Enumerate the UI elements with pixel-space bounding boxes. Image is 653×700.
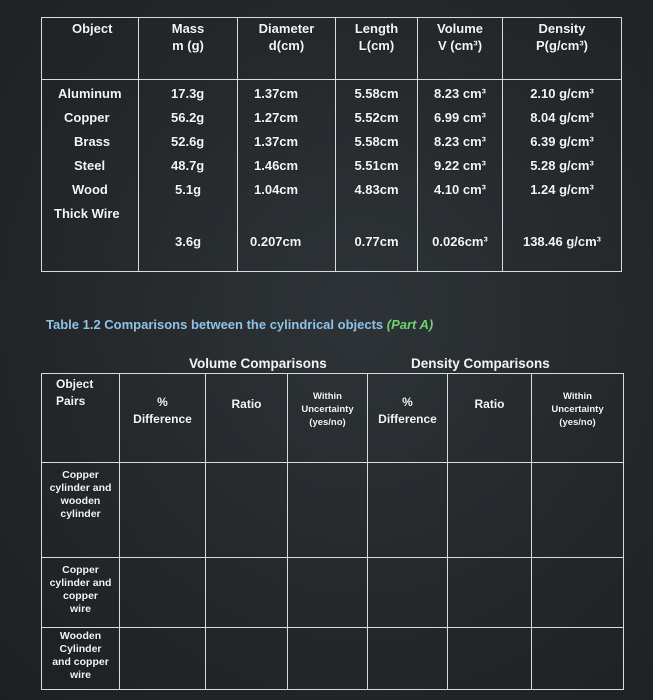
mass-value: 52.6g	[171, 134, 205, 149]
pct-symbol: %	[157, 395, 168, 409]
header-mass-title: Mass	[171, 21, 205, 36]
empty-cell[interactable]	[288, 628, 368, 690]
diameter-value: 1.04cm	[254, 182, 299, 197]
header-length-title: Length	[354, 21, 399, 36]
volume-ratio-header: Ratio	[206, 374, 288, 463]
measurements-table	[41, 17, 622, 272]
mass-value: 3.6g	[175, 234, 202, 249]
density-column	[503, 80, 622, 272]
diameter-value: 1.27cm	[254, 110, 299, 125]
object-name: Copper	[64, 110, 110, 125]
header-length	[336, 18, 418, 80]
density-value: 138.46 g/cm³	[522, 234, 602, 249]
pair-line: cylinder and	[49, 577, 112, 589]
empty-cell[interactable]	[448, 628, 532, 690]
object-name: Wood	[72, 182, 108, 197]
density-pct-difference-header	[368, 374, 448, 463]
pair-label	[42, 463, 120, 558]
density-comparisons-title: Density Comparisons	[411, 356, 550, 371]
header-volume	[418, 18, 503, 80]
diameter-value: 1.37cm	[254, 86, 299, 101]
pct-symbol: %	[402, 395, 413, 409]
caption-text: Table 1.2 Comparisons between the cylindrical objects	[46, 317, 387, 332]
length-column	[336, 80, 418, 272]
empty-cell[interactable]	[288, 463, 368, 558]
pair-line: Wooden	[59, 630, 102, 642]
volume-comparisons-title: Volume Comparisons	[189, 356, 327, 371]
mass-column	[139, 80, 238, 272]
pair-line: and copper	[52, 656, 109, 668]
within-line: Uncertainty	[301, 404, 354, 415]
pair-label	[42, 558, 120, 628]
header-object-pairs-line: Pairs	[56, 394, 86, 408]
density-value: 1.24 g/cm³	[530, 182, 594, 197]
within-line: Within	[563, 391, 592, 402]
volume-value: 0.026cm³	[432, 234, 488, 249]
empty-cell[interactable]	[206, 463, 288, 558]
density-value: 8.04 g/cm³	[530, 110, 594, 125]
difference-label: Difference	[378, 412, 437, 426]
pair-line: cylinder	[60, 508, 101, 520]
header-object: Object	[42, 18, 139, 80]
volume-within-uncertainty-header	[288, 374, 368, 463]
mass-value: 5.1g	[175, 182, 202, 197]
empty-cell[interactable]	[120, 463, 206, 558]
header-length-unit: L(cm)	[358, 38, 395, 53]
diameter-value: 1.37cm	[254, 134, 299, 149]
density-within-uncertainty-header	[532, 374, 624, 463]
header-object-pairs-line: Object	[56, 377, 94, 391]
mass-value: 17.3g	[171, 86, 205, 101]
table-caption	[46, 317, 433, 332]
measurements-body-row	[42, 80, 622, 272]
volume-value: 9.22 cm³	[433, 158, 487, 173]
measurements-header-row	[42, 18, 622, 80]
empty-cell[interactable]	[206, 558, 288, 628]
comparison-row	[42, 558, 624, 628]
object-name: Thick Wire	[54, 206, 120, 221]
empty-cell[interactable]	[120, 628, 206, 690]
header-mass	[139, 18, 238, 80]
volume-value: 8.23 cm³	[433, 134, 487, 149]
density-ratio-header: Ratio	[448, 374, 532, 463]
pair-line: wire	[69, 603, 91, 615]
volume-value: 4.10 cm³	[433, 182, 487, 197]
pair-line: Copper	[62, 469, 99, 481]
volume-value: 6.99 cm³	[433, 110, 487, 125]
comparisons-table	[41, 373, 624, 690]
empty-cell[interactable]	[368, 628, 448, 690]
object-name: Brass	[74, 134, 111, 149]
density-value: 2.10 g/cm³	[530, 86, 594, 101]
difference-label: Difference	[133, 412, 192, 426]
diameter-value: 1.46cm	[254, 158, 299, 173]
length-value: 5.58cm	[354, 86, 399, 101]
density-value: 6.39 g/cm³	[530, 134, 594, 149]
header-object-pairs	[42, 374, 120, 463]
length-value: 0.77cm	[354, 234, 399, 249]
volume-value: 8.23 cm³	[433, 86, 487, 101]
empty-cell[interactable]	[368, 558, 448, 628]
header-diameter	[238, 18, 336, 80]
diameter-column	[238, 80, 336, 272]
object-name: Steel	[74, 158, 106, 173]
length-value: 5.52cm	[354, 110, 399, 125]
empty-cell[interactable]	[288, 558, 368, 628]
header-density-title: Density	[538, 21, 586, 36]
empty-cell[interactable]	[448, 463, 532, 558]
diameter-value: 0.207cm	[250, 234, 302, 249]
empty-cell[interactable]	[532, 463, 624, 558]
within-line: (yes/no)	[559, 417, 596, 428]
empty-cell[interactable]	[368, 463, 448, 558]
header-volume-title: Volume	[437, 21, 483, 36]
header-mass-unit: m (g)	[172, 38, 204, 53]
empty-cell[interactable]	[532, 628, 624, 690]
density-value: 5.28 g/cm³	[530, 158, 594, 173]
comparison-row	[42, 463, 624, 558]
caption-part-label: (Part A)	[386, 317, 434, 332]
header-volume-unit: V (cm³)	[437, 38, 483, 53]
within-line: Uncertainty	[551, 404, 604, 415]
empty-cell[interactable]	[120, 558, 206, 628]
header-density-unit: P(g/cm³)	[536, 38, 588, 53]
empty-cell[interactable]	[532, 558, 624, 628]
header-density	[503, 18, 622, 80]
length-value: 4.83cm	[354, 182, 399, 197]
comparisons-header-row	[42, 374, 624, 463]
length-value: 5.51cm	[354, 158, 399, 173]
header-diameter-unit: d(cm)	[268, 38, 305, 53]
length-value: 5.58cm	[354, 134, 399, 149]
within-line: Within	[313, 391, 342, 402]
pair-line: Cylinder	[59, 643, 102, 655]
object-name: Aluminum	[58, 86, 122, 101]
objects-column	[42, 80, 139, 272]
volume-column	[418, 80, 503, 272]
header-diameter-title: Diameter	[258, 21, 315, 36]
within-line: (yes/no)	[309, 417, 346, 428]
mass-value: 56.2g	[171, 110, 205, 125]
empty-cell[interactable]	[206, 628, 288, 690]
pair-line: wooden	[60, 495, 101, 507]
mass-value: 48.7g	[171, 158, 205, 173]
pair-line: copper	[62, 590, 98, 602]
volume-pct-difference-header	[120, 374, 206, 463]
comparison-row	[42, 628, 624, 690]
pair-line: Copper	[62, 564, 99, 576]
pair-line: cylinder and	[49, 482, 112, 494]
pair-label	[42, 628, 120, 690]
empty-cell[interactable]	[448, 558, 532, 628]
pair-line: wire	[69, 669, 91, 681]
